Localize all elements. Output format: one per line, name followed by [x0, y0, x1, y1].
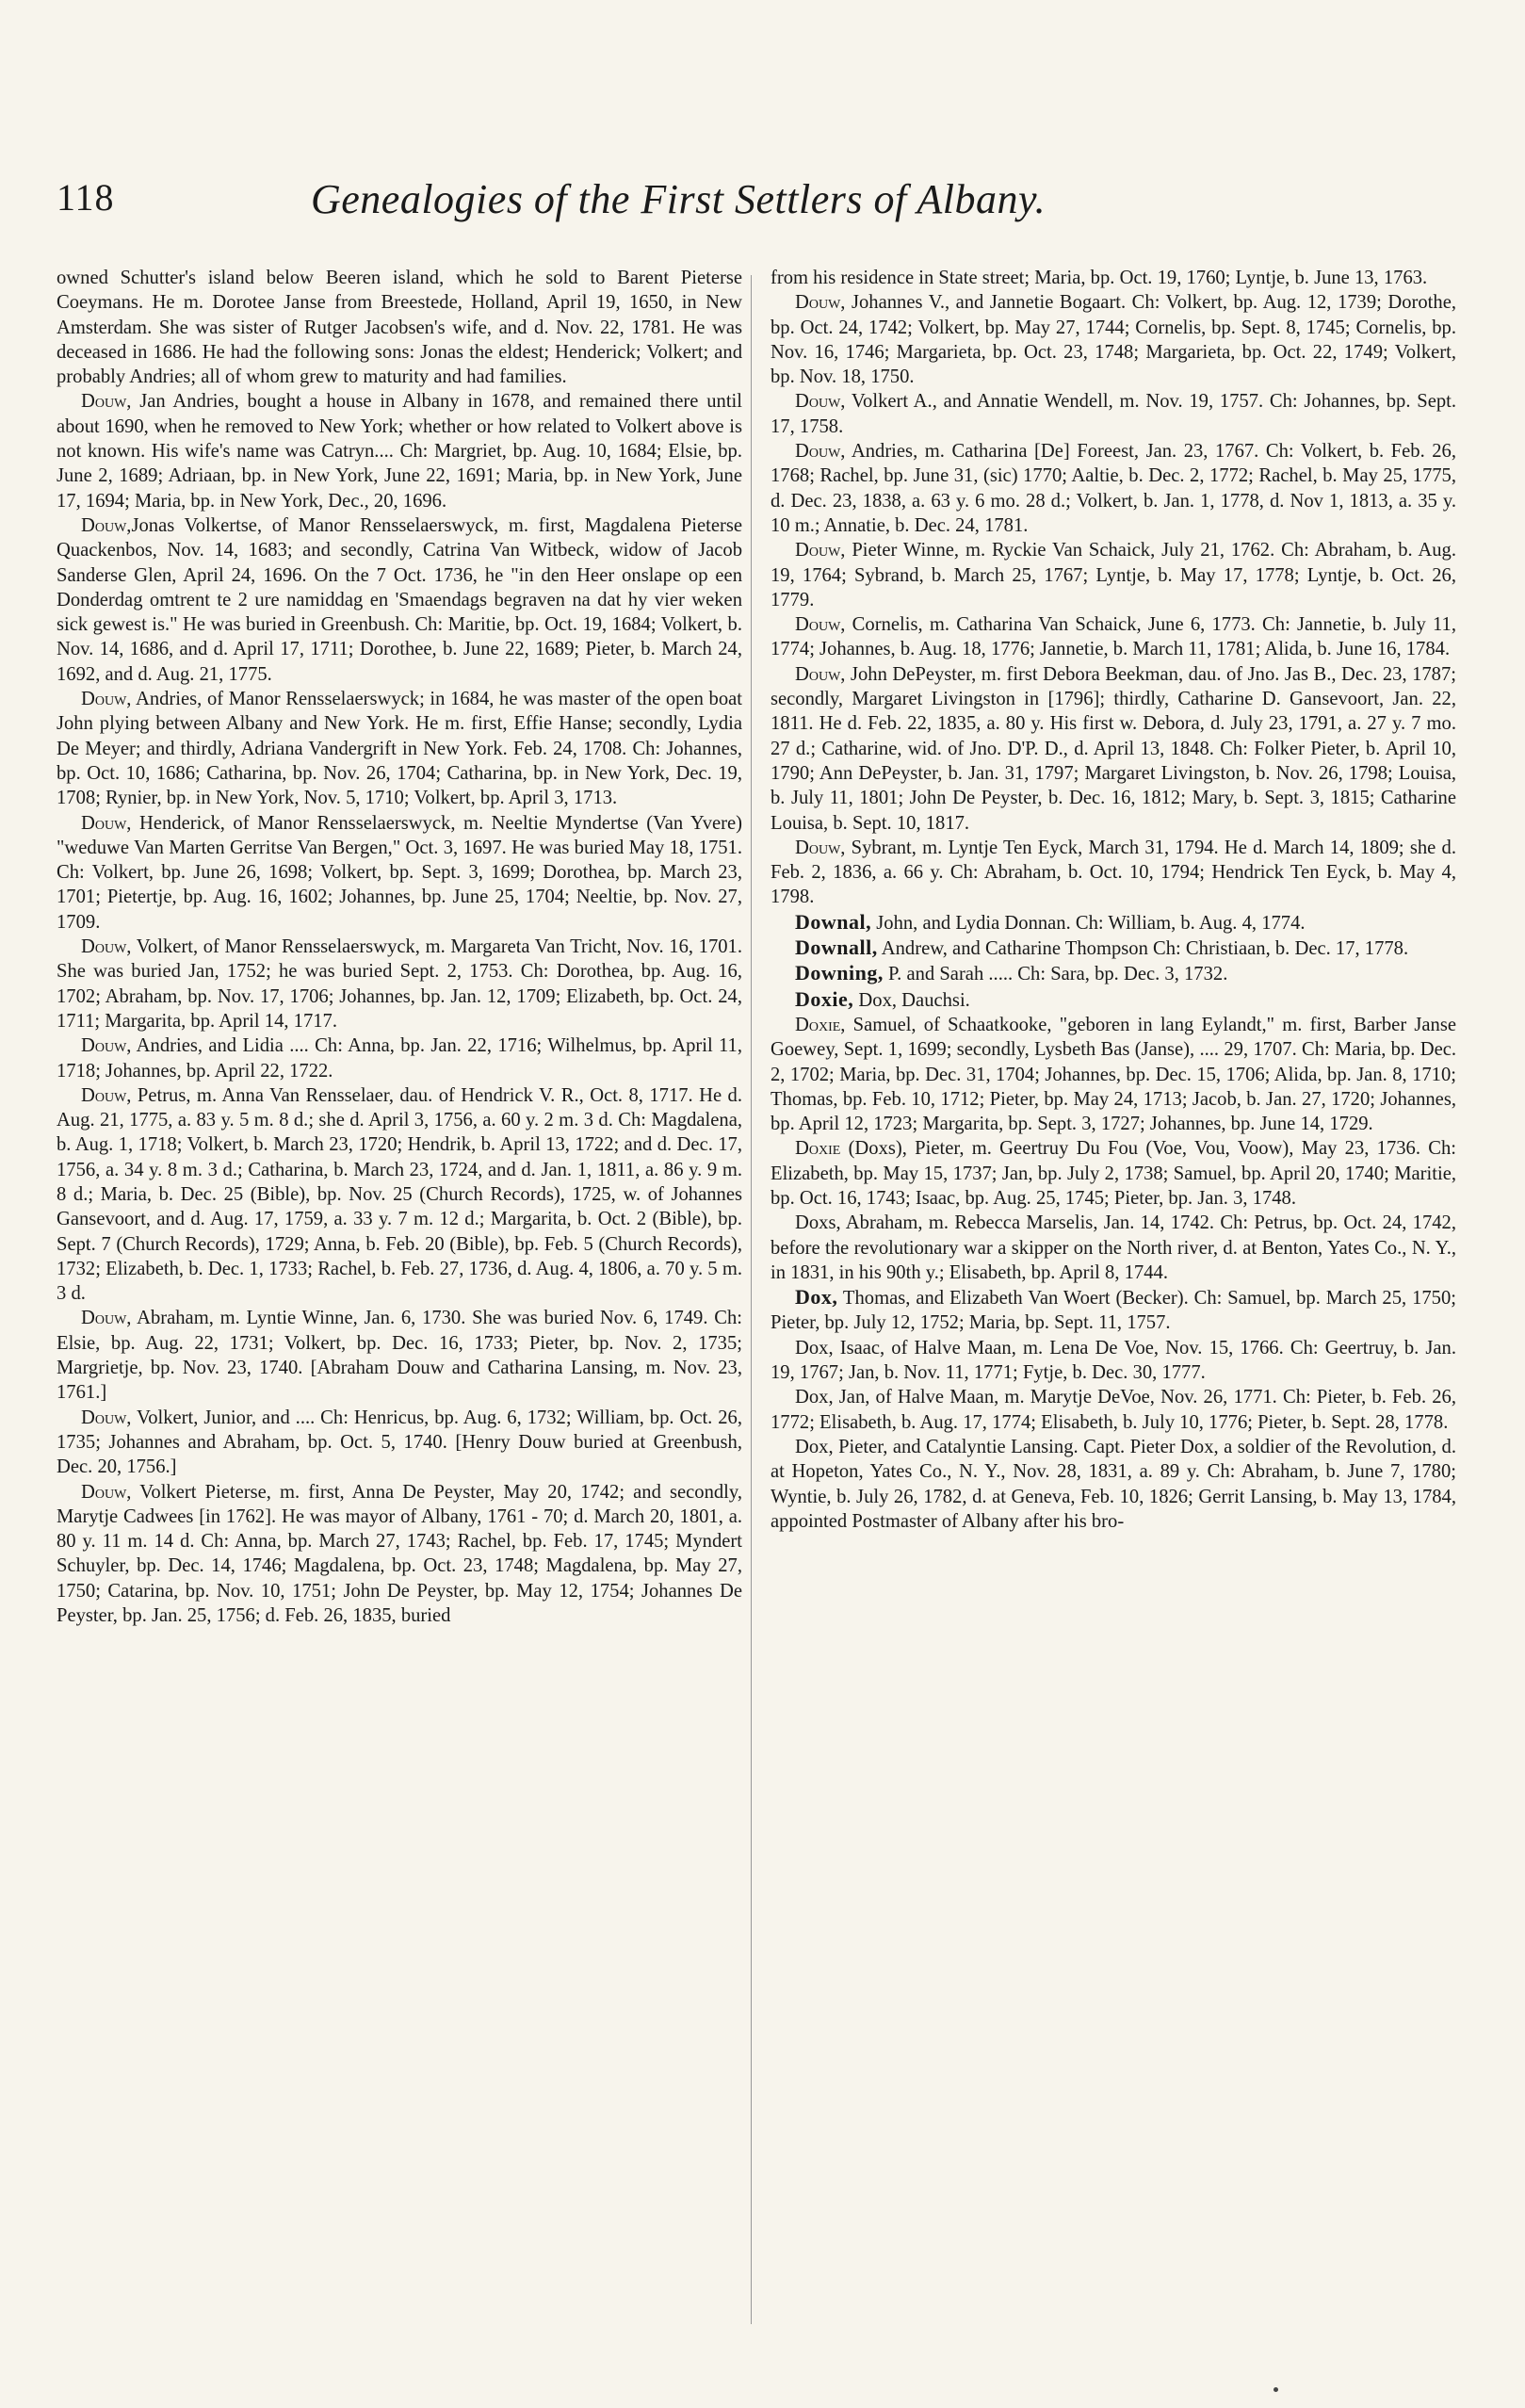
entry-surname: Doxie,	[795, 1014, 846, 1035]
entry-surname: Douw,	[81, 936, 132, 958]
entry-text: Andrew, and Catharine Thompson Ch: Christiaan, b. Dec. 17, 1778.	[877, 938, 1409, 960]
entry-text: Samuel, of Schaatkooke, "geboren in lang Eylandt," m. first, Barber Janse Goewey, Sept. 1, 1699; secondly, Lysbeth Bas (Janse), .... 29, 1707. Ch: Maria, bp. Dec. 2, 1702; Maria, bp. Dec. 31, 1704; Johannes, bp. Dec. 15, 1706; Alida, bp. Jan. 8, 1710; Thomas, bp. Feb. 10, 1712; Pieter, bp. May 24, 1713; Jacob, b. Jan. 27, 1720; Johannes, bp. April 12, 1723; Margarita, bp. Sept. 3, 1727; Johannes, bp. June 14, 1729.	[771, 1014, 1456, 1135]
entry-text: Abraham, m. Lyntie Winne, Jan. 6, 1730. She was buried Nov. 6, 1749. Ch: Elsie, bp. Aug. 22, 1731; Volkert, bp. Dec. 16, 1733; Pieter, bp. Nov. 2, 1735; Margrietje, bp. Nov. 23, 1740. [Abraham Douw and Catharina Lansing, m. Nov. 23, 1761.]	[57, 1308, 742, 1404]
entry-text: Cornelis, m. Catharina Van Schaick, June 6, 1773. Ch: Jannetie, b. July 11, 1774; Johannes, b. Aug. 18, 1776; Jannetie, b. March 11, 1781; Alida, b. June 16, 1784.	[771, 614, 1456, 660]
genealogy-entry	[57, 1306, 742, 1405]
entry-surname: Douw,	[795, 837, 846, 858]
genealogy-entry	[771, 439, 1456, 538]
genealogy-entry	[771, 836, 1456, 910]
genealogy-entry	[771, 1136, 1456, 1211]
entry-text: John, and Lydia Donnan. Ch: William, b. Aug. 4, 1774.	[871, 912, 1306, 934]
entry-surname: Douw,	[795, 441, 846, 463]
entry-text: Andries, m. Catharina [De] Foreest, Jan. 23, 1767. Ch: Volkert, b. Feb. 26, 1768; Rachel, bp. June 31, (sic) 1770; Aaltie, b. Dec. 2, 1772; Rachel, b. May 25, 1775, d. Dec. 23, 1838, a. 63 y. 6 mo. 28 d.; Volkert, b. Jan. 1, 1778, d. Nov 1, 1813, a. 35 y. 10 m.; Annatie, b. Dec. 24, 1781.	[771, 441, 1456, 536]
genealogy-entry	[771, 290, 1456, 389]
entry-surname: Doxie,	[795, 986, 854, 1011]
genealogy-entry	[57, 1083, 742, 1307]
left-column	[57, 266, 742, 1628]
entry-surname: Douw,	[81, 1308, 132, 1329]
entry-text: Petrus, m. Anna Van Rensselaer, dau. of Hendrick V. R., Oct. 8, 1717. He d. Aug. 21, 1775, a. 83 y. 5 m. 8 d.; she d. April 3, 1756, a. 60 y. 2 m. 3 d. Ch: Magdalena, b. Aug. 1, 1718; Volkert, b. March 23, 1720; Hendrik, b. April 13, 1722; and d. Dec. 17, 1756, a. 34 y. 8 m. 3 d.; Catharina, b. March 23, 1724, and d. Jan. 1, 1811, a. 86 y. 9 m. 8 d.; Maria, b. Dec. 25 (Bible), bp. Nov. 25 (Church Records), 1725, w. of Johannes Gansevoort, and d. Aug. 17, 1759, a. 33 y. 7 m. 12 d.; Margarita, b. Oct. 2 (Bible), bp. Sept. 7 (Church Records), 1729; Anna, b. Feb. 20 (Bible), bp. Feb. 5 (Church Records), 1732; Elizabeth, b. Dec. 1, 1733; Rachel, b. Feb. 27, 1736, d. Aug. 4, 1806, a. 70 y. 5 m. 3 d.	[57, 1084, 742, 1305]
genealogy-entry	[771, 389, 1456, 439]
entry-text: Henderick, of Manor Rensselaerswyck, m. Neeltie Myndertse (Van Yvere) "weduwe Van Marten Gerritse Van Bergen," Oct. 3, 1697. He was buried May 18, 1751. Ch: Volkert, bp. June 26, 1698; Volkert, bp. Sept. 3, 1699; Dorothea, bp. March 23, 1701; Pietertje, bp. Aug. 16, 1602; Johannes, bp. June 25, 1704; Neeltie, bp. Nov. 27, 1709.	[57, 812, 742, 933]
genealogy-entry	[57, 687, 742, 810]
genealogy-entry	[57, 1033, 742, 1083]
right-column	[771, 266, 1456, 1534]
genealogy-entry	[771, 1285, 1456, 1336]
entry-text: Andries, and Lidia .... Ch: Anna, bp. Jan. 22, 1716; Wilhelmus, bp. April 11, 1718; Johannes, bp. April 22, 1722.	[57, 1035, 742, 1082]
entry-surname: Doxie	[795, 1138, 841, 1160]
entry-text: Jan Andries, bought a house in Albany in 1678, and remained there until about 1690, when he removed to New York; whether or how related to Volkert above is not known. His wife's name was Catryn.... Ch: Margriet, bp. Aug. 10, 1684; Elsie, bp. June 2, 1689; Adriaan, bp. in New York, June 22, 1691; Maria, bp. in New York, June 17, 1694; Maria, bp. in New York, Dec., 20, 1696.	[57, 391, 742, 512]
entry-text: Volkert A., and Annatie Wendell, m. Nov. 19, 1757. Ch: Johannes, bp. Sept. 17, 1758.	[771, 391, 1456, 437]
entry-surname: Dox,	[795, 1285, 838, 1310]
genealogy-entry	[771, 662, 1456, 836]
entry-surname: Douw,	[81, 812, 132, 834]
continued-paragraph	[771, 266, 1456, 290]
entry-text: Jonas Volkertse, of Manor Rensselaerswyck, m. first, Magdalena Pieterse Quackenbos, Nov. 14, 1683; and secondly, Catrina Van Witbeck, widow of Jacob Sanderse Glen, April 24, 1696. On the 7 Oct. 1736, he "in den Heer onslape op een Donderdag omtrent te 2 ure namiddag en 'Smaendags begraven na dat hy vier weken sick gewest is." He was buried in Greenbush. Ch: Maritie, bp. Oct. 19, 1684; Volkert, b. Nov. 14, 1686, and d. April 17, 1711; Dorothee, b. June 22, 1689; Pieter, b. March 24, 1692, and d. Aug. 21, 1775.	[57, 514, 742, 685]
entry-text: Dox, Pieter, and Catalyntie Lansing. Capt. Pieter Dox, a soldier of the Revolution, d. at Hopeton, Yates Co., N. Y., Nov. 28, 1831, a. 89 y. Ch: Abraham, b. June 7, 1780; Wyntie, b. July 26, 1782, d. at Geneva, Feb. 10, 1826; Gerrit Lansing, b. May 13, 1784, appointed Postmaster of Albany after his bro-	[771, 1436, 1456, 1532]
entry-text: Sybrant, m. Lyntje Ten Eyck, March 31, 1794. He d. March 14, 1809; she d. Feb. 2, 1836, a. 66 y. Ch: Abraham, b. Oct. 10, 1794; Hendrick Ten Eyck, b. May 4, 1798.	[771, 837, 1456, 908]
entry-surname: Douw,	[795, 663, 846, 685]
genealogy-entry	[771, 1385, 1456, 1435]
entry-text: from his residence in State street; Maria, bp. Oct. 19, 1760; Lyntje, b. June 13, 1763.	[771, 268, 1428, 288]
genealogy-entry	[771, 538, 1456, 612]
running-title: Genealogies of the First Settlers of Albany.	[311, 176, 1046, 222]
genealogy-entry	[771, 987, 1456, 1013]
entry-surname: Douw,	[795, 540, 846, 561]
entry-text: Johannes V., and Jannetie Bogaart. Ch: Volkert, bp. Aug. 12, 1739; Dorothe, bp. Oct. 24, 1742; Volkert, bp. May 27, 1744; Cornelis, bp. Sept. 8, 1745; Cornelis, bp. Nov. 16, 1746; Margarieta, bp. Oct. 23, 1748; Margarieta, bp. Oct. 22, 1749; Volkert, bp. Nov. 18, 1750.	[771, 292, 1456, 388]
column-divider	[751, 275, 752, 2324]
genealogy-entry	[771, 1013, 1456, 1136]
entry-surname: Douw,	[81, 689, 132, 710]
page-number: 118	[57, 176, 115, 219]
genealogy-entry	[57, 1480, 742, 1629]
genealogy-entry	[771, 1211, 1456, 1285]
entry-surname: Downal,	[795, 909, 872, 934]
genealogy-entry	[771, 961, 1456, 986]
entry-text: Doxs, Abraham, m. Rebecca Marselis, Jan. 14, 1742. Ch: Petrus, bp. Oct. 24, 1742, before the revolutionary war a skipper on the North river, d. at Benton, Yates Co., N. Y., in 1831, in his 90th y.; Elisabeth, bp. April 8, 1744.	[771, 1212, 1456, 1283]
entry-surname: Douw,	[795, 391, 846, 413]
genealogy-entry	[771, 936, 1456, 961]
entry-text: Volkert Pieterse, m. first, Anna De Peyster, May 20, 1742; and secondly, Marytje Cadwees [in 1762]. He was mayor of Albany, 1761 - 70; d. March 20, 1801, a. 80 y. 11 m. 14 d. Ch: Anna, bp. March 27, 1743; Rachel, bp. Feb. 17, 1745; Myndert Schuyler, bp. Dec. 14, 1746; Magdalena, bp. Oct. 23, 1748; Magdalena, bp. May 27, 1750; Catarina, bp. Nov. 10, 1751; John De Peyster, bp. May 12, 1754; Johannes De Peyster, bp. Jan. 25, 1756; d. Feb. 26, 1835, buried	[57, 1481, 742, 1627]
page-header	[57, 175, 1451, 241]
entry-surname: Downing,	[795, 961, 884, 985]
genealogy-entry	[57, 1406, 742, 1480]
entry-text: (Doxs), Pieter, m. Geertruy Du Fou (Voe, Vou, Voow), May 23, 1736. Ch: Elizabeth, bp. May 15, 1737; Jan, bp. July 2, 1738; Samuel, bp. April 20, 1740; Maritie, bp. Oct. 16, 1743; Isaac, bp. Aug. 25, 1745; Pieter, bp. Jan. 3, 1748.	[771, 1138, 1456, 1209]
genealogy-entry	[57, 389, 742, 513]
entry-text: Dox, Isaac, of Halve Maan, m. Lena De Voe, Nov. 15, 1766. Ch: Geertruy, b. Jan. 19, 1767; Jan, b. Nov. 11, 1771; Fytje, b. Dec. 30, 1777.	[771, 1337, 1456, 1384]
entry-surname: Douw,	[81, 1084, 132, 1106]
genealogy-entry	[57, 935, 742, 1033]
entry-text: P. and Sarah ..... Ch: Sara, bp. Dec. 3, 1732.	[883, 964, 1228, 985]
entry-surname: Douw,	[81, 391, 132, 413]
genealogy-entry	[57, 513, 742, 687]
genealogy-entry	[771, 1336, 1456, 1386]
entry-surname: Douw,	[81, 1035, 132, 1057]
genealogy-entry	[57, 811, 742, 935]
entry-surname: Downall,	[795, 936, 878, 960]
entry-text: Volkert, Junior, and .... Ch: Henricus, bp. Aug. 6, 1732; William, bp. Oct. 26, 1735; Johannes and Abraham, bp. Oct. 5, 1740. [Henry Douw buried at Greenbush, Dec. 20, 1756.]	[57, 1407, 742, 1478]
entry-text: owned Schutter's island below Beeren island, which he sold to Barent Pieterse Coeymans. He m. Dorotee Janse from Breestede, Holland, April 19, 1650, in New Amsterdam. She was sister of Rutger Jacobsen's wife, and d. Nov. 22, 1781. He was deceased in 1686. He had the following sons: Jonas the eldest; Henderick; Volkert; and probably Andries; all of whom grew to maturity and had families.	[57, 268, 742, 388]
entry-surname: Douw,	[795, 292, 846, 314]
continued-paragraph	[57, 266, 742, 389]
entry-text: Pieter Winne, m. Ryckie Van Schaick, July 21, 1762. Ch: Abraham, b. Aug. 19, 1764; Sybrand, b. March 25, 1767; Lyntje, b. May 17, 1778; Lyntje, b. Oct. 26, 1779.	[771, 540, 1456, 610]
entry-surname: Douw,	[81, 1407, 132, 1428]
genealogy-entry	[771, 1435, 1456, 1534]
entry-text: Dox, Jan, of Halve Maan, m. Marytje DeVoe, Nov. 26, 1771. Ch: Pieter, b. Feb. 26, 1772; Elisabeth, b. Aug. 17, 1774; Elisabeth, b. July 10, 1776; Pieter, b. Sept. 28, 1778.	[771, 1387, 1456, 1433]
entry-text: John DePeyster, m. first Debora Beekman, dau. of Jno. Jas B., Dec. 23, 1787; secondly, Margaret Livingston in [1796]; thirdly, Catharine D. Gansevoort, Jan. 22, 1811. He d. Feb. 22, 1835, a. 80 y. His first w. Debora, d. July 23, 1791, a. 27 y. 7 mo. 27 d.; Catharine, wid. of Jno. D'P. D., d. April 13, 1848. Ch: Folker Pieter, b. April 10, 1790; Ann DePeyster, b. Jan. 31, 1797; Margaret Livingston, b. Nov. 26, 1798; Louisa, b. July 11, 1801; John De Peyster, b. Dec. 16, 1812; Mary, b. Sept. 3, 1815; Catharine Louisa, b. Sept. 10, 1817.	[771, 663, 1456, 834]
entry-text: Thomas, and Elizabeth Van Woert (Becker). Ch: Samuel, bp. March 25, 1750; Pieter, bp. July 12, 1752; Maria, bp. Sept. 11, 1757.	[771, 1288, 1456, 1334]
entry-surname: Douw,	[81, 1481, 132, 1503]
genealogy-entry	[771, 910, 1456, 936]
entry-text: Volkert, of Manor Rensselaerswyck, m. Margareta Van Tricht, Nov. 16, 1701. She was buried Jan, 1752; he was buried Sept. 2, 1753. Ch: Dorothea, bp. Aug. 16, 1702; Abraham, bp. Nov. 17, 1706; Johannes, bp. Jan. 12, 1709; Elizabeth, bp. Oct. 24, 1711; Margarita, bp. April 14, 1717.	[57, 936, 742, 1032]
entry-surname: Douw,	[81, 514, 132, 536]
entry-text: Dox, Dauchsi.	[853, 989, 970, 1011]
entry-surname: Douw,	[795, 614, 846, 636]
page-mark	[1274, 2387, 1278, 2392]
entry-text: Andries, of Manor Rensselaerswyck; in 1684, he was master of the open boat John plying between Albany and New York. He m. first, Effie Hanse; secondly, Lydia De Meyer; and thirdly, Adriana Vandergrift in New York. Feb. 24, 1708. Ch: Johannes, bp. Oct. 10, 1686; Catharina, bp. Nov. 26, 1704; Catharina, bp. in New York, Dec. 19, 1708; Rynier, bp. in New York, Nov. 5, 1710; Volkert, bp. April 3, 1713.	[57, 689, 742, 809]
genealogy-entry	[771, 612, 1456, 662]
